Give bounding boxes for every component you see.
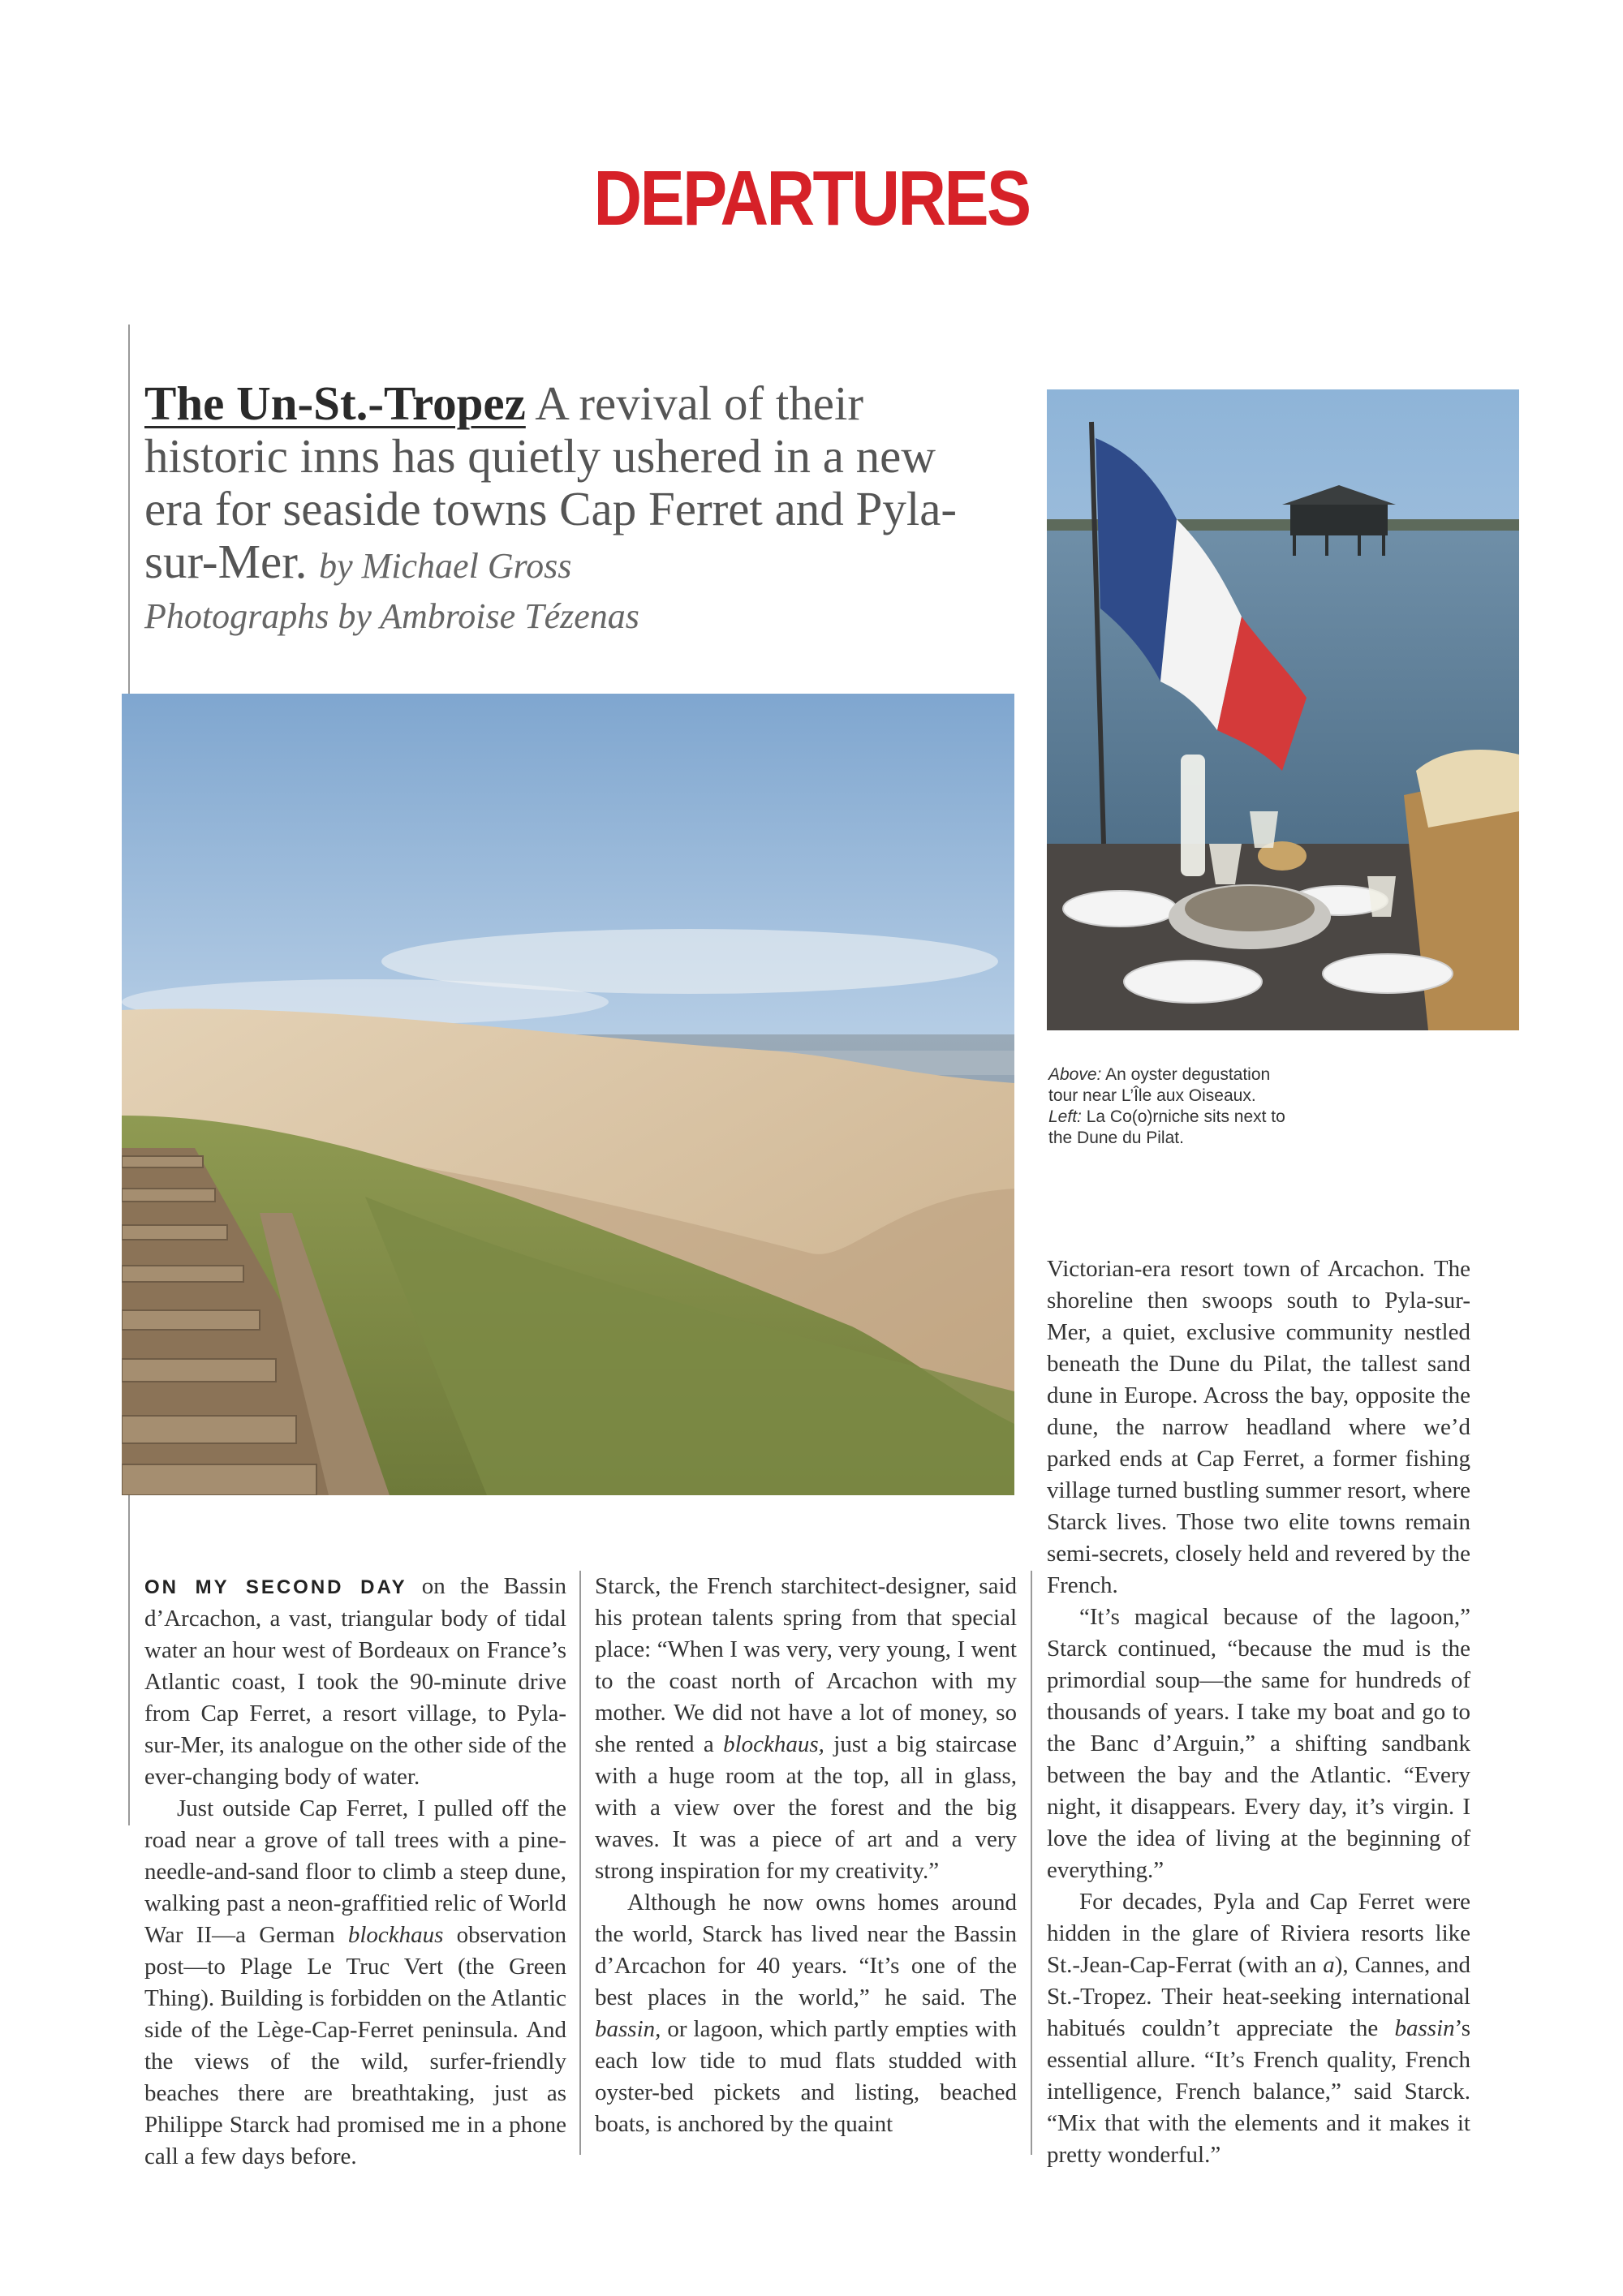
kicker: ON MY SECOND DAY (144, 1576, 407, 1598)
article-dek: A revival of their historic inns has quietly ushered in a new era for seaside towns Cap Ferret and Pyla-sur-Mer. (144, 376, 958, 588)
paragraph: Although he now owns homes around the world, Starck has lived near the Bassin d’Arcachon for 40 years. “It’s one of the best places in the world,” he said. The bassin, or lagoon, which partly empties with each low tide to mud flats studded with oyster-bed pickets and listing, beached boats, is anchored by the quaint (595, 1890, 1017, 2137)
paragraph: For decades, Pyla and Cap Ferret were hidden in the glare of Riviera resorts like St.-Jean-Cap-Ferrat (with an a), Cannes, and St.-Tropez. Their heat-seeking international habitués couldn’t appreciate the bassin’s essential allure. “It’s French quality, French intelligence, French balance,” said Starck. “Mix that with the elements and it makes it pretty wonderful.” (1047, 1889, 1470, 2168)
paragraph: “It’s magical because of the lagoon,” Starck continued, “because the mud is the primordial soup—the same for hundreds of thousands of years. I take my boat and go to the Banc d’Arguin,” a shifting sandbank between the bay and the Atlantic. “Every night, it disappears. Every day, it’s virgin. I love the idea of living at the beginning of everything.” (1047, 1604, 1470, 1883)
photo-credit: Photographs by Ambroise Tézenas (144, 596, 639, 636)
caption-left-label: Left: (1048, 1107, 1082, 1126)
body-column-1 (144, 1571, 566, 2173)
section-header: DEPARTURES (593, 155, 1030, 242)
column-rule (579, 1571, 581, 2155)
caption-above-text: An oyster degustation tour near L’Île aux Oiseaux. (1048, 1065, 1271, 1105)
paragraph: Just outside Cap Ferret, I pulled off the road near a grove of tall trees with a pine-needle-and-sand floor to climb a steep dune, walking past a neon-graffitied relic of World War II—a German blockhaus observation post—to Plage Le Truc Vert (the Green Thing). Building is forbidden on the Atlantic side of the Lège-Cap-Ferret peninsula. And the views of the wild, surfer-friendly beaches there are breathtaking, just as Philippe Starck had promised me in a phone call a few days before. (144, 1795, 566, 2169)
headline-block (144, 377, 997, 641)
dune-boardwalk-photo (122, 694, 1014, 1495)
boat-photo-svg (1047, 389, 1519, 1030)
paragraph: Victorian-era resort town of Arcachon. The shoreline then swoops south to Pyla-sur-Mer, a quiet, exclusive community nestled beneath the Dune du Pilat, the tallest sand dune in Europe. Across the bay, opposite the dune, the narrow headland where we’d parked ends at Cap Ferret, a former fishing village turned bustling summer resort, where Starck lives. Those two elite towns remain semi-secrets, closely held and revered by the French. (1047, 1256, 1470, 1598)
paragraph: Starck, the French starchitect-designer, said his protean talents spring from that special place: “When I was very, very young, I went to the coast north of Arcachon with my mother. We did not have a lot of money, so she rented a blockhaus, just a big staircase with a huge room at the top, all in glass, with a view over the forest and the big waves. It was a piece of art and a very strong inspiration for my creativity.” (595, 1573, 1017, 1884)
article-title: The Un-St.-Tropez (144, 376, 526, 430)
dune-photo-svg (122, 694, 1014, 1495)
headline (144, 377, 997, 592)
article-byline: by Michael Gross (319, 546, 572, 586)
column-rule (1031, 1571, 1032, 2155)
photo-caption (1048, 1064, 1292, 1149)
caption-above-label: Above: (1048, 1065, 1102, 1084)
oyster-boat-photo (1047, 389, 1519, 1030)
body-column-3 (1047, 1253, 1470, 2171)
body-column-2 (595, 1571, 1017, 2140)
paragraph: ON MY SECOND DAY on the Bassin d’Arcachon, a vast, triangular body of tidal water an hour west of Bordeaux on France’s Atlantic coast, I took the 90-minute drive from Cap Ferret, a resort village, to Pyla-sur-Mer, its analogue on the other side of the ever-changing body of water. (144, 1573, 566, 1790)
caption-left-text: La Co(o)rniche sits next to the Dune du Pilat. (1048, 1107, 1285, 1147)
